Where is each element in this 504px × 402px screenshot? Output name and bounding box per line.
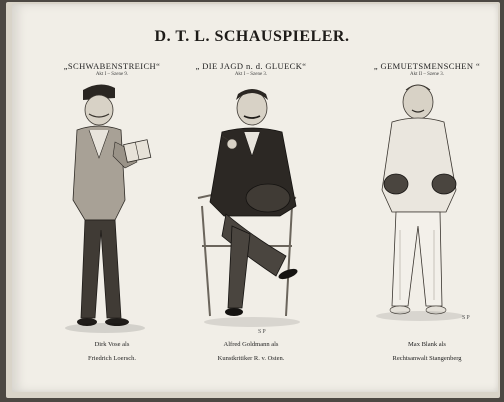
- play-title-3: „ GEMUETSMENSCHEN “: [373, 61, 481, 71]
- actor-name-3: Max Blank als: [408, 341, 446, 348]
- role-name-1: Friedrich Loersch.: [87, 355, 136, 362]
- scene-label-2: Akt I – Szene 3.: [234, 72, 268, 77]
- actor-name-1: Dirk Vose als: [94, 341, 130, 348]
- page-title: D. T. L. SCHAUSPIELER.: [154, 28, 350, 45]
- scene-label-1: Akt I – Szene 9.: [95, 72, 129, 77]
- artist-signature-3: SP: [462, 315, 471, 321]
- actor-illustration-1: [55, 80, 165, 340]
- actor-illustration-3: [370, 80, 480, 330]
- artist-signature-2: SP: [258, 329, 267, 335]
- play-title-2: „ DIE JAGD n. d. GLUECK“: [195, 61, 307, 71]
- actor-illustration-2: [192, 86, 322, 336]
- scene-label-3: Akt II – Szene 3.: [409, 72, 445, 77]
- actor-name-2: Alfred Goldmann als: [223, 341, 279, 348]
- play-title-1: „SCHWABENSTREICH“: [63, 61, 161, 71]
- role-name-3: Rechtsanwalt Stangenberg: [392, 355, 462, 362]
- role-name-2: Kunstkritiker R. v. Osten.: [217, 355, 285, 362]
